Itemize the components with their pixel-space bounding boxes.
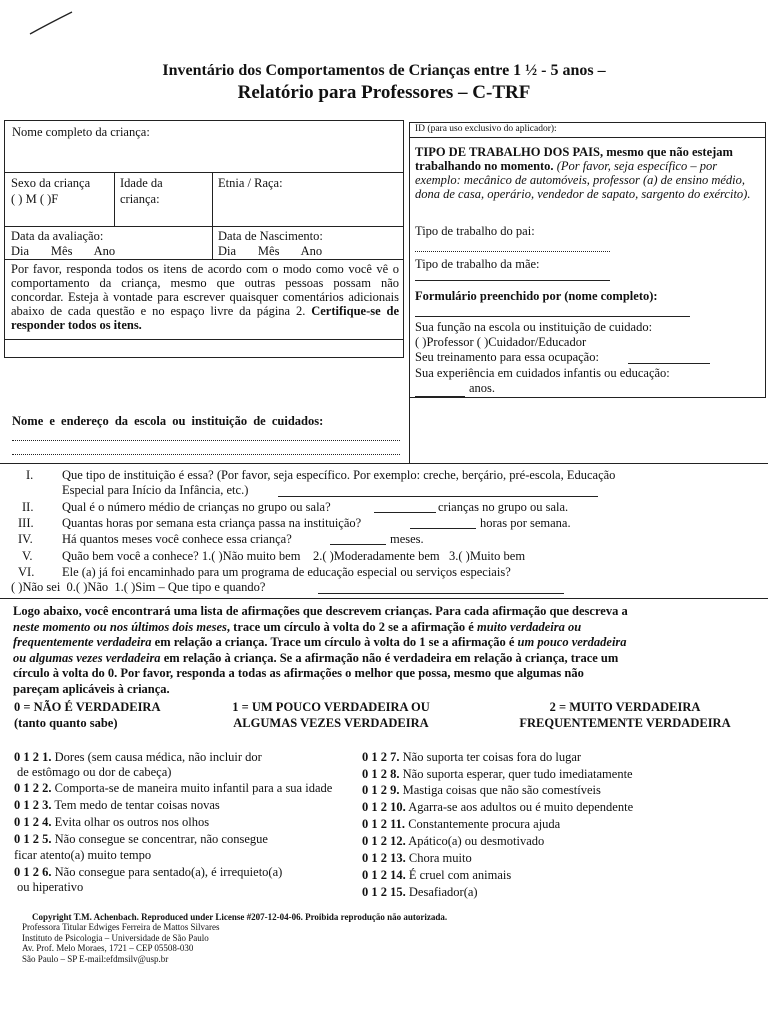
item-score[interactable]: 0 1 2 xyxy=(362,851,387,865)
title-line-2: Relatório para Professores – C-TRF xyxy=(237,82,531,103)
title-line-1: Inventário dos Comportamentos de Crianças entre 1 ½ - 5 anos – xyxy=(162,62,606,79)
instructions-bold: Certifique-se de responder todos os itens. xyxy=(11,304,400,332)
experience-label: Sua experiência em cuidados infantis ou educação: xyxy=(415,366,670,380)
birth-date-fields[interactable]: Dia Mês Ano xyxy=(218,244,323,258)
item-number: 7. xyxy=(390,750,400,764)
item-score[interactable]: 0 1 2 xyxy=(362,750,387,764)
child-name-label: Nome completo da criança: xyxy=(12,125,150,139)
item-number: 9. xyxy=(390,783,400,797)
item-8[interactable] xyxy=(362,767,633,781)
item-score[interactable]: 0 1 2 xyxy=(14,815,39,829)
pen-mark xyxy=(28,10,76,38)
item-number: 1. xyxy=(42,750,52,764)
item-number: 15. xyxy=(390,885,406,899)
mother-work-field[interactable] xyxy=(415,280,610,281)
item-11[interactable] xyxy=(362,817,560,831)
directions-line-5: círculo à volta do 0. Por favor, responda a todas as afirmações o melhor que possa, mesmo que algumas não xyxy=(13,666,584,681)
copyright: Copyright T.M. Achenbach. Reproduced under License #207-12-04-06. Proibida reprodução não autorizada. xyxy=(32,912,448,922)
item-text: Chora muito xyxy=(408,851,472,865)
item-score[interactable]: 0 1 2 xyxy=(362,800,387,814)
directions-line-4 xyxy=(13,651,759,667)
item-score[interactable]: 0 1 2 xyxy=(14,781,39,795)
directions-line-6: pareçam aplicáveis à criança. xyxy=(13,681,170,696)
item-number: 14. xyxy=(390,868,406,882)
item-number: 8. xyxy=(390,767,400,781)
item-text: Não consegue se concentrar, não consegue xyxy=(54,832,268,846)
scale-one-2: ALGUMAS VEZES VERDADEIRA xyxy=(233,716,429,730)
item-score[interactable]: 0 1 2 xyxy=(14,865,39,879)
question-1-field[interactable] xyxy=(278,496,598,497)
filled-by-label: Formulário preenchido por (nome completo): xyxy=(415,289,658,303)
question-1-text2: Especial para Início da Infância, etc.) xyxy=(62,483,249,497)
birth-date-label: Data de Nascimento: xyxy=(218,229,323,243)
question-3-suffix: horas por semana. xyxy=(480,516,571,530)
question-3-num: III. xyxy=(18,516,34,530)
directions-2c: muito verdadeira ou xyxy=(476,619,582,634)
mother-work-label: Tipo de trabalho da mãe: xyxy=(415,257,540,271)
question-4-suffix: meses. xyxy=(390,532,424,546)
experience-suffix: anos. xyxy=(469,381,496,395)
question-6-num: VI. xyxy=(18,565,35,579)
item-score[interactable]: 0 1 2 xyxy=(362,783,387,797)
sex-options[interactable]: ( ) M ( )F xyxy=(11,192,59,206)
eval-date-fields[interactable]: Dia Mês Ano xyxy=(11,244,116,258)
item-text: Mastiga coisas que não são comestíveis xyxy=(402,783,601,797)
item-text: Não suporta ter coisas fora do lugar xyxy=(402,750,582,764)
section-divider-2 xyxy=(0,598,768,599)
footer-address xyxy=(22,922,219,964)
question-6-options[interactable]: ( )Não sei 0.( )Não 1.( )Sim – Que tipo e quando? xyxy=(11,580,266,594)
question-1-text: Que tipo de instituição é essa? (Por favor, seja específico. Por exemplo: creche, berçário, pré-escola, Educação xyxy=(62,468,616,482)
item-2[interactable] xyxy=(14,781,332,795)
directions-2b: , trace um círculo à volta do 2 se a afirmação é xyxy=(226,619,477,634)
parents-work-instructions xyxy=(415,145,759,201)
item-number: 2. xyxy=(42,781,52,795)
item-5-cont: ficar atento(a) muito tempo xyxy=(14,848,152,862)
id-label: ID (para uso exclusivo do aplicador): xyxy=(415,124,557,134)
footer-line-3: Av. Prof. Melo Moraes, 1721 – CEP 05508-030 xyxy=(22,943,194,953)
item-score[interactable]: 0 1 2 xyxy=(362,834,387,848)
question-3-field[interactable] xyxy=(410,528,476,529)
ethnicity-label: Etnia / Raça: xyxy=(218,176,283,190)
filled-by-field[interactable] xyxy=(415,316,690,317)
item-5[interactable] xyxy=(14,832,268,846)
question-2-text: Qual é o número médio de crianças no grupo ou sala? xyxy=(62,500,331,514)
item-text: Agarra-se aos adultos ou é muito dependente xyxy=(408,800,634,814)
question-6-text: Ele (a) já foi encaminhado para um programa de educação especial ou serviços especiais? xyxy=(62,565,511,579)
question-2-suffix: crianças no grupo ou sala. xyxy=(438,500,569,514)
item-number: 4. xyxy=(42,815,52,829)
footer-line-4: São Paulo – SP E-mail:efdmsilv@usp.br xyxy=(22,953,169,964)
item-number: 11. xyxy=(390,817,406,831)
question-2-num: II. xyxy=(22,500,34,514)
directions-4b: em relação à criança. Se a afirmação não é verdadeira em relação à criança, trace um xyxy=(160,650,619,665)
directions-3c: um pouco verdadeira xyxy=(517,635,627,650)
father-work-label: Tipo de trabalho do pai: xyxy=(415,224,535,238)
parents-work-italic: (Por favor, seja específico – por exemplo: mecânico de automóveis, professor (a) de ensino médio, dona de casa, operário, vendedor de sapato, sargento do exército). xyxy=(415,159,751,201)
school-label: Nome e endereço da escola ou instituição de cuidados: xyxy=(12,414,324,428)
item-text: Dores (sem causa médica, não incluir dor xyxy=(54,750,262,764)
item-number: 10. xyxy=(390,800,406,814)
footer-line-1: Professora Titular Edwiges Ferreira de Mattos Silvares xyxy=(22,922,220,932)
directions-line-2 xyxy=(13,620,759,636)
directions-line-1: Logo abaixo, você encontrará uma lista de afirmações que descrevem crianças. Para cada afirmação que descreva a xyxy=(13,604,628,618)
training-field[interactable] xyxy=(628,363,710,364)
item-score[interactable]: 0 1 2 xyxy=(362,868,387,882)
item-3[interactable] xyxy=(14,798,220,812)
directions-line-3 xyxy=(13,635,759,651)
item-6-cont: ou hiperativo xyxy=(17,880,84,894)
school-field-2[interactable] xyxy=(12,454,400,455)
item-10[interactable] xyxy=(362,800,633,814)
directions-3b: em relação a criança. Trace um círculo à volta do 1 se a afirmação é xyxy=(151,635,518,650)
item-1[interactable] xyxy=(14,750,262,764)
section-divider xyxy=(0,463,768,464)
item-number: 12. xyxy=(390,834,406,848)
question-2-field[interactable] xyxy=(374,512,436,513)
role-options[interactable]: ( )Professor ( )Cuidador/Educador xyxy=(415,335,587,349)
item-6[interactable] xyxy=(14,865,282,879)
question-3-text: Quantas horas por semana esta criança passa na instituição? xyxy=(62,516,362,530)
item-9[interactable] xyxy=(362,783,601,797)
item-text: Evita olhar os outros nos olhos xyxy=(54,815,210,829)
item-text: Apático(a) ou desmotivado xyxy=(408,834,545,848)
age-label: Idade da xyxy=(120,176,163,190)
item-text: Desafiador(a) xyxy=(408,885,478,899)
item-number: 6. xyxy=(42,865,52,879)
item-13[interactable] xyxy=(362,851,472,865)
role-label: Sua função na escola ou instituição de cuidado: xyxy=(415,320,653,334)
item-text: Comporta-se de maneira muito infantil para a sua idade xyxy=(54,781,333,795)
scale-two-2: FREQUENTEMENTE VERDADEIRA xyxy=(519,716,731,730)
question-5-text[interactable]: Quão bem você a conhece? 1.( )Não muito bem 2.( )Moderadamente bem 3.( )Muito bem xyxy=(62,549,526,563)
item-score[interactable]: 0 1 2 xyxy=(362,767,387,781)
experience-field[interactable] xyxy=(415,396,465,397)
scale-zero-note: (tanto quanto sabe) xyxy=(14,716,118,730)
age-label-2: criança: xyxy=(120,192,160,206)
item-number: 3. xyxy=(42,798,52,812)
scale-one: 1 = UM POUCO VERDADEIRA OU xyxy=(232,700,430,714)
item-score[interactable]: 0 1 2 xyxy=(14,832,39,846)
item-text: É cruel com animais xyxy=(408,868,512,882)
item-text: Não suporta esperar, quer tudo imediatamente xyxy=(402,767,633,781)
item-score[interactable]: 0 1 2 xyxy=(362,885,387,899)
item-15[interactable] xyxy=(362,885,478,899)
question-4-field[interactable] xyxy=(330,544,386,545)
directions-2a: neste momento ou nos últimos dois meses xyxy=(13,619,227,634)
training-label: Seu treinamento para essa ocupação: xyxy=(415,350,599,364)
instructions xyxy=(11,262,399,332)
item-14[interactable] xyxy=(362,868,511,882)
item-1-cont: de estômago ou dor de cabeça) xyxy=(17,765,172,779)
item-number: 13. xyxy=(390,851,406,865)
footer-line-2: Instituto de Psicologia – Universidade de São Paulo xyxy=(22,932,209,943)
parents-work-bold: TIPO DE TRABALHO DOS PAIS, mesmo que não estejam trabalhando no momento. xyxy=(415,145,733,173)
question-6-field[interactable] xyxy=(318,593,564,594)
father-work-field[interactable] xyxy=(415,251,610,252)
directions-3a: frequentemente verdadeira xyxy=(13,635,152,650)
scale-zero: 0 = NÃO É VERDADEIRA xyxy=(14,700,161,714)
eval-date-label: Data da avaliação: xyxy=(11,229,104,243)
item-score[interactable]: 0 1 2 xyxy=(14,750,39,764)
item-7[interactable] xyxy=(362,750,581,764)
item-number: 5. xyxy=(42,832,52,846)
scale-two: 2 = MUITO VERDADEIRA xyxy=(549,700,701,714)
instructions-text: Por favor, responda todos os itens de acordo com o modo como você vê o comportamento da criança, mesmo que outras pessoas possam não concordar. Esteja à vontade para escrever quaisquer comentários adicionais abaixo de cada questão e no espaço livre da página 2. xyxy=(11,262,399,318)
school-field-1[interactable] xyxy=(12,440,400,441)
directions-4a: ou algumas vezes verdadeira xyxy=(13,650,161,665)
question-1-num: I. xyxy=(26,468,34,482)
item-score[interactable]: 0 1 2 xyxy=(14,798,39,812)
item-score[interactable]: 0 1 2 xyxy=(362,817,387,831)
question-4-text: Há quantos meses você conhece essa criança? xyxy=(62,532,292,546)
item-text: Constantemente procura ajuda xyxy=(408,817,561,831)
question-5-num: V. xyxy=(22,549,33,563)
item-4[interactable] xyxy=(14,815,209,829)
item-text: Não consegue para sentado(a), é irrequieto(a) xyxy=(54,865,283,879)
item-12[interactable] xyxy=(362,834,544,848)
question-4-num: IV. xyxy=(18,532,33,546)
directions xyxy=(13,604,759,698)
item-text: Tem medo de tentar coisas novas xyxy=(54,798,220,812)
sex-label: Sexo da criança xyxy=(11,176,91,190)
